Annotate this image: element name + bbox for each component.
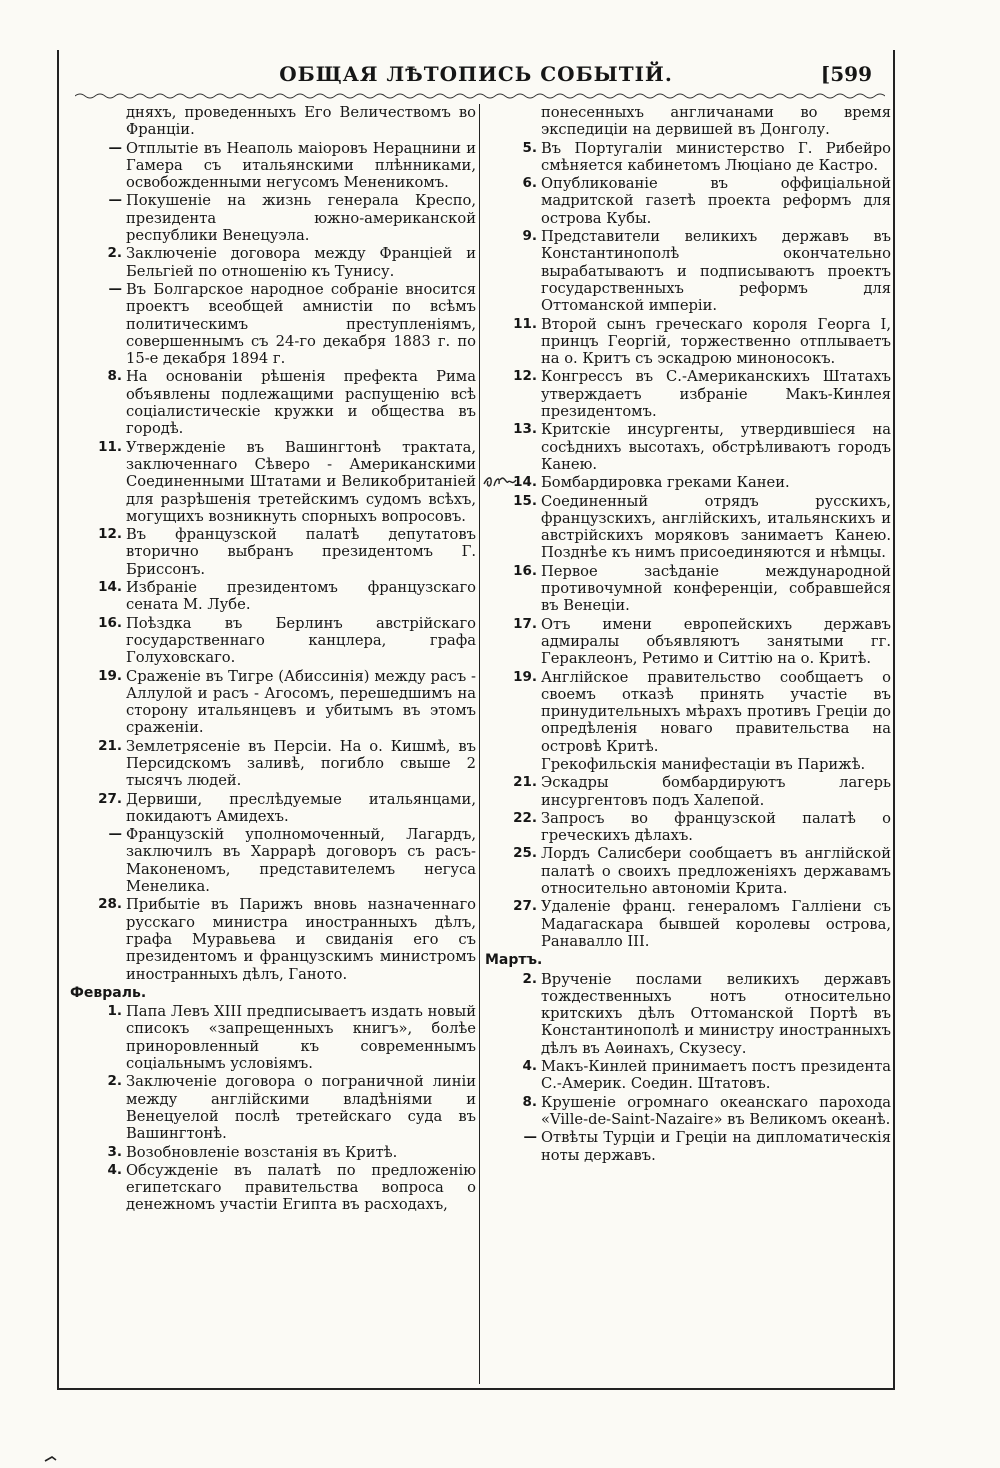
entry-date: 2. (107, 1073, 122, 1090)
entry-date: 3. (107, 1143, 122, 1160)
chronicle-entry (485, 616, 891, 668)
entry-text: Англійское правительство сообщаетъ о своемъ отказѣ принять участіе въ принудительныхъ мѣрахъ противъ Греціи до опредѣленія новаго правительства на островѣ Критѣ. (541, 668, 891, 755)
page-number: [599 (820, 62, 872, 86)
month-heading: Февраль. (70, 984, 147, 1001)
entry-date: — (108, 192, 122, 209)
chronicle-entry (485, 845, 891, 897)
entry-text: Первое засѣданіе международной противочумной конференціи, собравшейся въ Венеціи. (541, 562, 891, 615)
entry-date: 8. (107, 368, 122, 385)
chronicle-entry (485, 104, 891, 139)
column-divider (479, 104, 480, 1384)
chronicle-entry (70, 140, 476, 192)
chronicle-entry (485, 774, 891, 809)
entry-text: Грекофильскія манифестаціи въ Парижѣ. (541, 755, 866, 773)
entry-date: 21. (513, 774, 537, 791)
entry-text: Избраніе президентомъ французскаго сената М. Лубе. (126, 579, 476, 614)
entry-text: Покушеніе на жизнь генерала Креспо, президента южно-американской республики Венецуэла. (126, 192, 476, 245)
entry-text: Заключеніе договора между Франціей и Бельгіей по отношенію къ Тунису. (126, 245, 476, 280)
entry-text: Въ французской палатѣ депутатовъ вторично выбранъ президентомъ Г. Бриссонъ. (126, 526, 476, 578)
entry-date: 1. (107, 1003, 122, 1020)
entry-text: Конгрессъ въ С.-Американскихъ Штатахъ утверждаетъ избраніе Макъ-Кинлея президентомъ. (541, 368, 891, 421)
chronicle-entry (70, 791, 476, 826)
chronicle-entry (485, 971, 891, 1057)
entry-text: Бомбардировка греками Канеи. (541, 474, 790, 492)
entry-text: Обсужденіе въ палатѣ по предложенію египетскаго правительства вопроса о денежномъ участіи Египта въ расходахъ, (126, 1161, 476, 1214)
entry-text: Эскадры бомбардируютъ лагерь инсургентовъ подъ Халепой. (541, 774, 891, 809)
entry-date: 6. (522, 175, 537, 192)
chronicle-entry (70, 281, 476, 367)
entry-text: Возобновленіе возстанія въ Критѣ. (126, 1143, 398, 1161)
entry-date: 17. (513, 615, 537, 632)
entry-text: Макъ-Кинлей принимаетъ постъ президента С.-Америк. Соедин. Штатовъ. (541, 1058, 891, 1093)
entry-text: Отплытіе въ Неаполь маіоровъ Нерацнини и Гамера съ итальянскими плѣнниками, освобожденными негусомъ Мененикомъ. (126, 139, 476, 192)
entry-text: Отъ имени европейскихъ державъ адмиралы объявляютъ занятыми гг. Гераклеонъ, Ретимо и Ситтію на о. Критѣ. (541, 615, 891, 668)
entry-date: 21. (98, 737, 122, 754)
left-column (70, 104, 476, 1384)
chronicle-entry (70, 738, 476, 790)
chronicle-entry (70, 826, 476, 895)
entry-date: 15. (513, 492, 537, 509)
chronicle-entry (485, 1129, 891, 1164)
chronicle-entry (70, 245, 476, 280)
chronicle-entry (485, 140, 891, 175)
chronicle-entry (485, 368, 891, 420)
chronicle-entry (485, 316, 891, 368)
entry-text: Опубликованіе въ оффиціальной мадритской газетѣ проекта реформъ для острова Кубы. (541, 175, 891, 227)
chronicle-entry (485, 756, 891, 773)
entry-date: 27. (98, 790, 122, 807)
chronicle-entry (70, 368, 476, 437)
entry-date: 12. (513, 368, 537, 385)
entry-date: 13. (513, 421, 537, 438)
chronicle-entry (485, 810, 891, 845)
chronicle-entry (485, 175, 891, 227)
wavy-rule (75, 92, 885, 100)
entry-date: — (108, 280, 122, 297)
entry-text: Отвѣты Турціи и Греціи на дипломатическія ноты державъ. (541, 1129, 891, 1164)
entry-text: Утвержденіе въ Вашингтонѣ трактата, заключеннаго Сѣверо - Американскими Соединенными Штатами и Великобританіей для разрѣшенія третейскимъ судомъ всѣхъ, могущихъ возникнуть спорныхъ вопросовъ. (126, 438, 476, 525)
entry-text: Прибытіе въ Парижъ вновь назначеннаго русскаго министра иностранныхъ дѣлъ, графа Муравьева и свиданія его съ президентомъ и французскимъ министромъ иностранныхъ дѣлъ, Ганото. (126, 896, 476, 983)
entry-text: Землетрясеніе въ Персіи. На о. Кишмѣ, въ Персидскомъ заливѣ, погибло свыше 2 тысячъ людей. (126, 737, 476, 790)
entry-date: — (523, 1129, 537, 1146)
entry-date: — (108, 139, 122, 156)
entry-date: 4. (522, 1058, 537, 1075)
entry-date: 25. (513, 845, 537, 862)
handwritten-margin-note-icon (482, 470, 522, 492)
entry-text: На основаніи рѣшенія префекта Рима объявлены подлежащими распущенію всѣ соціалистическіе кружки и общества въ городѣ. (126, 368, 476, 438)
entry-text: дняхъ, проведенныхъ Его Величествомъ во Франціи. (126, 104, 476, 139)
entry-text: Дервиши, преслѣдуемые итальянцами, покидаютъ Амидехъ. (126, 790, 476, 825)
entry-date: 28. (98, 896, 122, 913)
chronicle-entry (70, 526, 476, 578)
chronicle-entry (485, 228, 891, 314)
entry-date: 11. (98, 438, 122, 455)
chronicle-entry (70, 896, 476, 982)
chronicle-entry (485, 493, 891, 562)
entry-date: 19. (513, 668, 537, 685)
chronicle-entry (70, 439, 476, 525)
chronicle-entry (485, 1094, 891, 1129)
entry-text: Французскій уполномоченный, Лагардъ, заключилъ въ Харрарѣ договоръ съ расъ-Маконеномъ, представителемъ негуса Менелика. (126, 826, 476, 896)
month-heading: Мартъ. (485, 952, 543, 969)
entry-text: Второй сынъ греческаго короля Георга I, принцъ Георгій, торжественно отплываетъ на о. Критъ съ эскадрою миноносокъ. (541, 315, 891, 368)
chronicle-entry (70, 1162, 476, 1214)
chronicle-entry (70, 104, 476, 139)
chronicle-entry (70, 1144, 476, 1161)
chronicle-entry (70, 615, 476, 667)
entry-text: Удаленіе франц. генераломъ Галліени съ Мадагаскара бывшей королевы острова, Ранавалло III. (541, 898, 891, 950)
entry-date: 2. (522, 970, 537, 987)
entry-text: понесенныхъ англичанами во время экспедиціи на дервишей въ Донголу. (541, 104, 891, 139)
running-head (60, 62, 892, 92)
entry-date: 16. (98, 614, 122, 631)
corner-mark-icon (44, 1455, 58, 1463)
entry-date: 16. (513, 562, 537, 579)
page-title: ОБЩАЯ ЛѢТОПИСЬ СОБЫТІЙ. (279, 62, 673, 86)
entry-date: 2. (107, 245, 122, 262)
entry-date: 14. (98, 579, 122, 596)
entry-date: 22. (513, 809, 537, 826)
entry-text: Поѣздка въ Берлинъ австрійскаго государственнаго канцлера, графа Голуховскаго. (126, 614, 476, 667)
chronicle-entry (70, 192, 476, 244)
entry-date: 11. (513, 315, 537, 332)
chronicle-entry (70, 1003, 476, 1072)
entry-text: Запросъ во французской палатѣ о греческихъ дѣлахъ. (541, 809, 891, 845)
chronicle-entry (485, 421, 891, 473)
entry-text: Папа Левъ XIII предписываетъ издать новый списокъ «запрещенныхъ книгъ», болѣе приноровленный къ современнымъ соціальнымъ условіямъ. (126, 1003, 476, 1073)
chronicle-entry (485, 563, 891, 615)
chronicle-entry (70, 579, 476, 614)
entry-date: 27. (513, 898, 537, 915)
entry-text: Врученіе послами великихъ державъ тождественныхъ нотъ относительно критскихъ дѣлъ Оттоманской Портѣ въ Константинополѣ и министру иностранныхъ дѣлъ въ Аѳинахъ, Скузесу. (541, 970, 891, 1057)
entry-text: Представители великихъ державъ въ Константинополѣ окончательно вырабатываютъ и подписываютъ проектъ государственныхъ реформъ для Оттоманской имперіи. (541, 228, 891, 315)
entry-date: 8. (522, 1093, 537, 1110)
chronicle-entry (485, 474, 891, 491)
chronicle-entry (70, 1073, 476, 1142)
chronicle-entry (485, 669, 891, 755)
chronicle-entry (485, 1058, 891, 1093)
entry-text: Сраженіе въ Тигре (Абиссинія) между расъ - Аллулой и расъ - Агосомъ, перешедшимъ на сторону итальянцевъ и убитымъ въ этомъ сраженіи. (126, 667, 476, 737)
entry-date: 12. (98, 526, 122, 543)
entry-text: Лордъ Салисбери сообщаетъ въ англійской палатѣ о своихъ предложеніяхъ державамъ относительно автономіи Крита. (541, 845, 891, 898)
entry-date: 14. (513, 474, 537, 491)
entry-date: 19. (98, 667, 122, 684)
entry-date: 9. (522, 228, 537, 245)
chronicle-entry (485, 898, 891, 950)
chronicle-entry (70, 668, 476, 737)
entry-date: — (108, 826, 122, 843)
entry-text: Соединенный отрядъ русскихъ, французскихъ, англійскихъ, итальянскихъ и австрійскихъ моряковъ занимаетъ Канею. Позднѣе къ нимъ присоединяются и нѣмцы. (541, 492, 891, 562)
entry-text: Въ Болгарское народное собраніе вносится проектъ всеобщей амнистіи по всѣмъ политическимъ преступленіямъ, совершеннымъ съ 24-го декабря 1883 г. по 15-е декабря 1894 г. (126, 280, 476, 368)
entry-text: Крушеніе огромнаго океанскаго парохода «Ville-de-Saint-Nazaire» въ Великомъ океанѣ. (541, 1093, 891, 1128)
entry-date: 5. (522, 139, 537, 156)
entry-text: Въ Португаліи министерство Г. Рибейро смѣняется кабинетомъ Люціано де Кастро. (541, 139, 891, 174)
entry-text: Заключеніе договора о пограничной линіи между англійскими владѣніями и Венецуелой послѣ третейскаго суда въ Вашингтонѣ. (126, 1073, 476, 1143)
entry-date: 4. (107, 1161, 122, 1178)
right-column (485, 104, 891, 1384)
entry-text: Критскіе инсургенты, утвердившіеся на сосѣднихъ высотахъ, обстрѣливаютъ городъ Канею. (541, 421, 891, 473)
